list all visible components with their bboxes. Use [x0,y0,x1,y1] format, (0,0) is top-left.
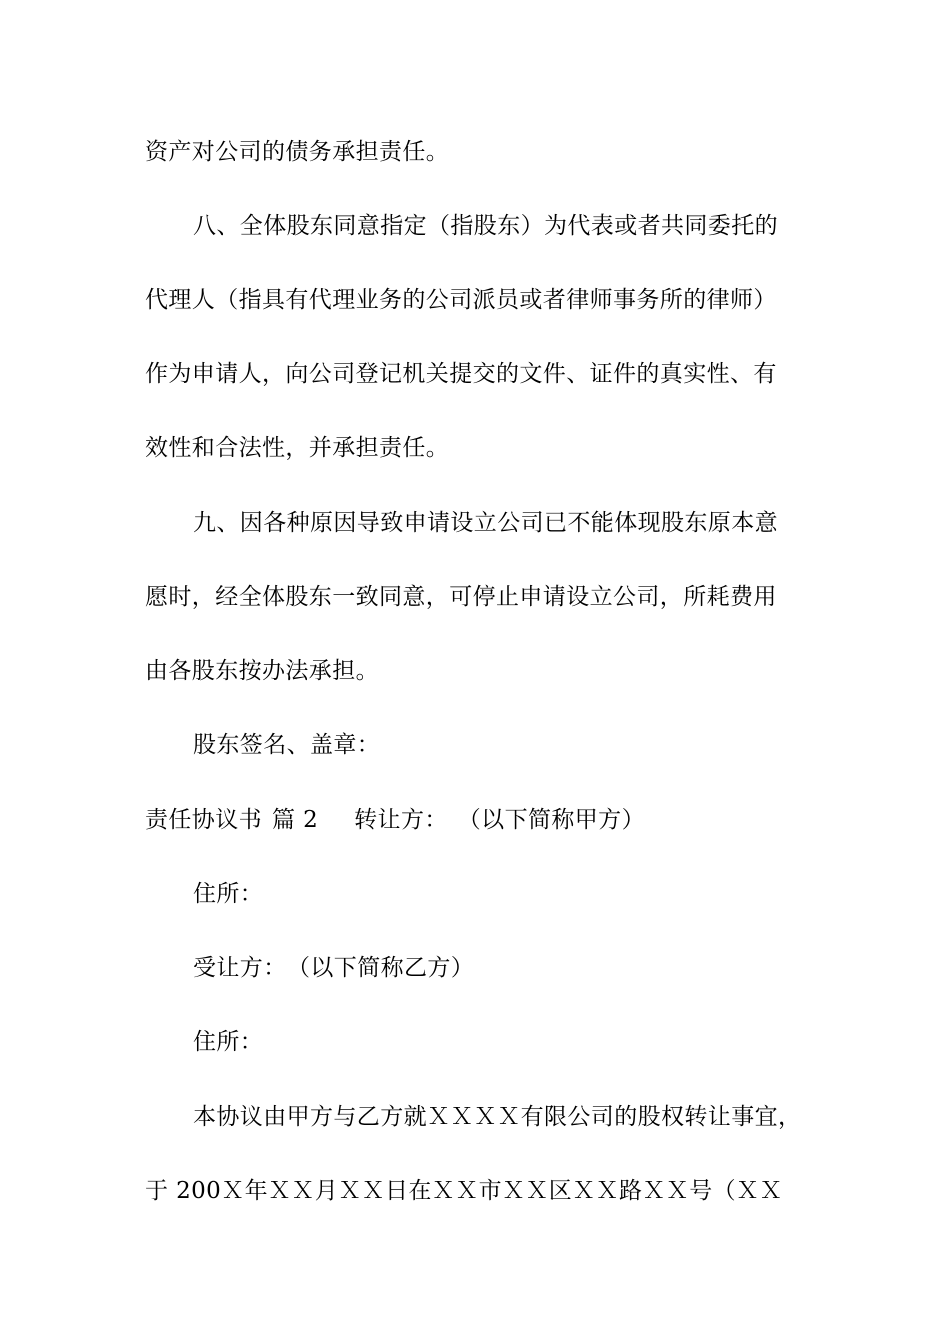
address-label: 住所： [193,881,264,907]
agreement-intro-line: 本协议由甲方与乙方就ＸＸＸＸ有限公司的股权转让事宜， [193,1104,802,1130]
address-label: 住所： [193,1029,264,1055]
transferor-note: （以下简称甲方） [457,807,645,833]
section-title: 责任协议书 [145,807,262,833]
body-text-line: 效性和合法性，并承担责任。 [145,435,450,461]
signature-label: 股东签名、盖章： [193,732,381,758]
body-text-line: 愿时，经全体股东一致同意，可停止申请设立公司，所耗费用 [145,584,777,610]
body-text-line: 代理人（指具有代理业务的公司派员或者律师事务所的律师） [145,287,777,313]
body-text-line: 由各股东按办法承担。 [145,658,379,684]
transferor-label: 转让方： [354,807,448,833]
section-header [145,805,645,835]
body-text-line: 于 200Ｘ年ＸＸ月ＸＸ日在ＸＸ市ＸＸ区ＸＸ路ＸＸ号（ＸＸ [145,1178,783,1204]
body-text-line: 资产对公司的债务承担责任。 [145,139,450,165]
section-number: 篇 2 [272,807,319,833]
clause-9-line: 九、因各种原因导致申请设立公司已不能体现股东原本意 [193,510,778,536]
transferee-label: 受让方： （以下简称乙方） [193,955,475,981]
clause-8-line: 八、全体股东同意指定（指股东）为代表或者共同委托的 [193,213,778,239]
body-text-line: 作为申请人，向公司登记机关提交的文件、证件的真实性、有 [145,361,777,387]
